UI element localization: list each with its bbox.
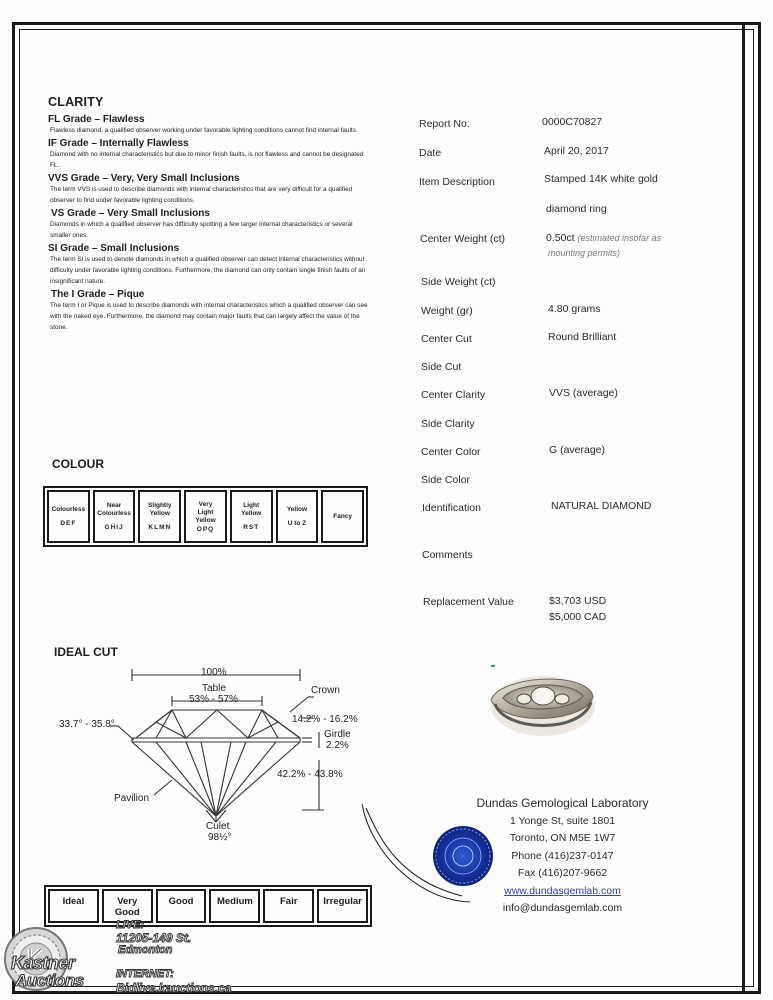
clarity-grade-vs	[48, 208, 368, 241]
watermark-internet-label: INTERNET:	[116, 968, 174, 980]
grade-description: Diamonds in which a qualified observer has difficulty spotting a few larger internal characteristics or several smaller ones.	[50, 221, 353, 239]
field-value-report-no: 0000C70827	[542, 116, 603, 128]
brand-line-2: Auctions	[15, 971, 84, 990]
colour-letters: RST	[243, 524, 260, 531]
watermark-live-label: LIVE:	[116, 919, 145, 931]
lab-contact-block	[455, 795, 670, 918]
colour-name: Yellow	[286, 506, 308, 513]
field-label-weight-gr: Weight (gr)	[421, 305, 473, 317]
colour-letters: KLMN	[148, 524, 172, 531]
field-label-center-clarity: Center Clarity	[421, 389, 486, 401]
label-table-range: 53% - 57%	[189, 694, 238, 705]
clarity-heading: CLARITY	[48, 95, 104, 109]
label-girdle-pct: 2.2%	[326, 740, 349, 751]
field-value-replacement-cad: $5,000 CAD	[549, 611, 607, 623]
colour-name: Light Yellow	[241, 502, 262, 517]
field-label-side-clarity: Side Clarity	[421, 418, 475, 430]
field-label-side-color: Side Color	[421, 474, 471, 486]
clarity-grade-i	[48, 289, 368, 333]
field-label-center-color: Center Color	[421, 446, 481, 458]
field-label-date: Date	[419, 147, 442, 159]
diamond-proportion-diagram	[56, 660, 371, 845]
grade-description: Flawless diamond, a qualified observer working under favorable lighting conditions cannot find internal faults.	[50, 127, 358, 134]
lab-website-link[interactable]: www.dundasgemlab.com	[504, 884, 621, 897]
colour-cell-colourless	[47, 490, 90, 543]
right-border-rule	[742, 22, 745, 994]
label-table: Table	[202, 683, 226, 694]
lab-email[interactable]: info@dundasgemlab.com	[502, 902, 623, 914]
watermark-address: 11205-149 St.	[116, 931, 192, 945]
lab-fax: Fax (416)207-9662	[517, 867, 608, 879]
grade-description: The term VVS is used to describe diamonds with internal characteristics that are very difficult for a qualified observer to find under favorable lighting conditions.	[50, 186, 353, 204]
cut-grade-medium: Medium	[209, 889, 260, 923]
cut-grade-very-good: Very Good	[102, 889, 153, 923]
field-value-weight-gr: 4.80 grams	[548, 303, 601, 315]
colour-scale-table	[43, 486, 368, 547]
clarity-section	[48, 95, 368, 335]
label-pavilion-depth: 42.2% - 43.8%	[277, 769, 343, 780]
grade-title: SI Grade – Small Inclusions	[48, 243, 180, 254]
kastner-auctions-wordmark	[11, 955, 84, 989]
lab-address-line-1: 1 Yonge St, suite 1801	[509, 814, 616, 827]
colour-cell-near-colourless	[93, 490, 136, 543]
label-culet: Culet	[206, 821, 230, 832]
colour-cell-fancy	[321, 490, 364, 543]
field-label-side-cut: Side Cut	[421, 361, 462, 373]
colour-heading: COLOUR	[52, 457, 104, 471]
label-crown-angle: 33.7° - 35.8°	[59, 719, 115, 730]
grade-title: VS Grade – Very Small Inclusions	[51, 208, 210, 219]
cut-grade-irregular: Irregular	[317, 889, 368, 923]
colour-letters: OPQ	[196, 525, 215, 533]
center-weight-note-2: mounting permits)	[548, 248, 621, 258]
colour-letters: DEF	[60, 520, 77, 527]
field-label-identification: Identification	[422, 502, 481, 514]
cut-grade-table	[44, 885, 372, 927]
label-pavilion: Pavilion	[114, 793, 150, 804]
cut-grade-fair: Fair	[263, 889, 314, 923]
label-culet-angle: 98½°	[208, 832, 232, 843]
watermark-website: Bidlive.kauctions.ca	[116, 981, 232, 995]
label-crown-height: 14.2% - 16.2%	[292, 714, 358, 725]
field-label-center-cut: Center Cut	[421, 333, 472, 345]
colour-name: Very Light Yellow	[195, 500, 216, 524]
field-value-replacement-usd: $3,703 USD	[549, 595, 607, 607]
clarity-grade-fl	[48, 114, 368, 136]
colour-letters: GHIJ	[104, 524, 124, 531]
colour-cell-yellow	[276, 490, 319, 543]
lab-phone: Phone (416)237-0147	[511, 849, 614, 862]
colour-name: Near Colourless	[97, 502, 131, 517]
clarity-grade-si	[48, 243, 368, 287]
field-value-date: April 20, 2017	[544, 145, 609, 157]
grade-title: The I Grade – Pique	[51, 289, 145, 300]
clarity-grade-if	[48, 138, 368, 171]
center-weight-note: (estimated insofar as	[577, 233, 662, 243]
lab-address-line-2: Toronto, ON M5E 1W7	[509, 832, 616, 844]
label-width: 100%	[201, 667, 227, 678]
field-label-comments: Comments	[422, 549, 473, 561]
field-label-side-weight: Side Weight (ct)	[421, 276, 496, 288]
field-label-item-description: Item Description	[419, 176, 495, 188]
grade-title: VVS Grade – Very, Very Small Inclusions	[48, 173, 240, 184]
field-value-identification: NATURAL DIAMOND	[551, 500, 652, 512]
colour-name: Colourless	[51, 506, 86, 513]
colour-cell-slightly-yellow	[138, 490, 181, 543]
field-value-center-weight-note	[548, 247, 620, 259]
field-label-replacement-value: Replacement Value	[423, 596, 514, 608]
colour-name: Slightly Yellow	[148, 502, 172, 517]
field-value-item-description: Stamped 14K white gold	[544, 173, 658, 185]
brand-line-1: Kastner	[11, 953, 75, 973]
colour-name: Fancy	[333, 512, 353, 520]
ring-photo	[485, 662, 597, 744]
cut-grade-ideal: Ideal	[48, 889, 99, 923]
colour-letters: U to Z	[287, 520, 307, 527]
grade-description: Diamond with no internal characteristics but due to minor finish faults, is not flawless and cannot be designated FL.	[50, 151, 364, 169]
cut-grade-good: Good	[156, 889, 207, 923]
clarity-grade-vvs	[48, 173, 368, 206]
grade-description: The term I or Pique is used to describe diamonds with internal characteristics which a qualified observer can see with the naked eye. Furthermore, the diamond may contain major faults that can largely affect the value of the stone.	[50, 302, 368, 331]
field-value-center-color: G (average)	[549, 444, 606, 456]
field-label-report-no: Report No.	[419, 118, 470, 130]
colour-cell-very-light-yellow	[184, 490, 227, 543]
field-value-item-description-2: diamond ring	[546, 203, 607, 215]
grade-description: The term SI is used to denote diamonds in which a qualified observer can detect internal characteristics without difficulty under favorable lighting conditions. Furthermore, the diamond can only contain single finish faults of an insignificant nature.	[50, 256, 366, 285]
lab-name: Dundas Gemological Laboratory	[476, 796, 649, 810]
field-label-center-weight: Center Weight (ct)	[420, 233, 505, 245]
field-value-center-cut: Round Brilliant	[548, 331, 617, 343]
colour-cell-light-yellow	[230, 490, 273, 543]
watermark-city: Edmonton	[118, 944, 173, 956]
label-crown: Crown	[311, 685, 340, 696]
field-value-center-weight	[546, 232, 661, 244]
center-weight-value: 0.50ct	[546, 232, 575, 244]
grade-title: IF Grade – Internally Flawless	[48, 138, 189, 149]
grade-title: FL Grade – Flawless	[48, 114, 145, 125]
field-value-center-clarity: VVS (average)	[549, 387, 618, 399]
label-girdle: Girdle	[324, 729, 351, 740]
ideal-cut-heading: IDEAL CUT	[54, 645, 118, 659]
